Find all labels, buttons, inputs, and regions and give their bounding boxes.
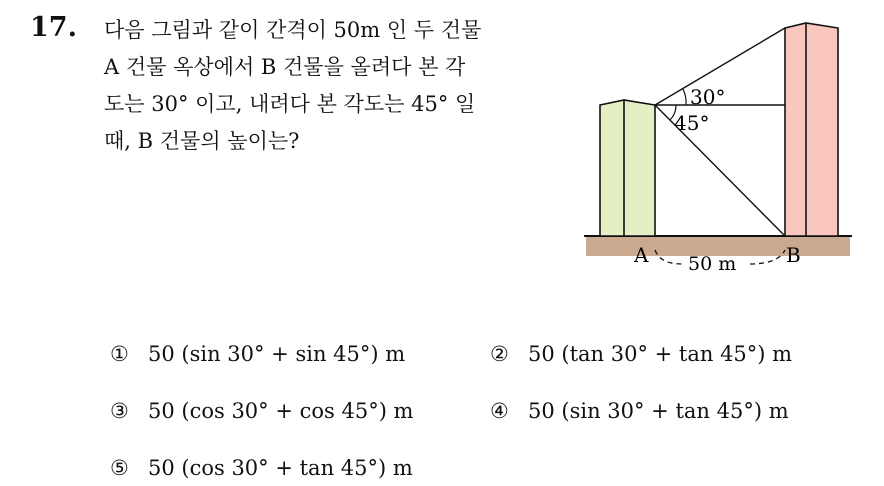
label-b: B (786, 243, 801, 267)
question-text (104, 12, 564, 160)
question-line: 때, B 건물의 높이는? (104, 129, 300, 153)
choice-number: ④ (490, 399, 509, 423)
building-a (600, 100, 655, 236)
choice-text: 50 (sin 30° + tan 45°) m (528, 399, 789, 423)
question-line: A 건물 옥상에서 B 건물을 올려다 본 각 (104, 55, 466, 79)
angle-arc-up (683, 89, 686, 105)
question-line: 도는 30° 이고, 내려다 본 각도는 45° 일 (104, 92, 476, 116)
choice-number: ② (490, 342, 509, 366)
choice-text: 50 (cos 30° + cos 45°) m (148, 399, 414, 423)
question-number: 17. (30, 12, 77, 43)
choice-1[interactable] (110, 342, 405, 366)
choice-text: 50 (tan 30° + tan 45°) m (528, 342, 793, 366)
choice-number: ① (110, 342, 129, 366)
choice-number: ③ (110, 399, 129, 423)
distance-label: 50 m (688, 253, 737, 275)
angle-up-label: 30° (690, 85, 726, 109)
angle-down-label: 45° (674, 111, 710, 135)
choice-3[interactable] (110, 399, 413, 423)
choice-text: 50 (cos 30° + tan 45°) m (148, 456, 413, 480)
label-a: A (634, 243, 649, 267)
question-line: 다음 그림과 같이 간격이 50m 인 두 건물 (104, 18, 482, 42)
choice-text: 50 (sin 30° + sin 45°) m (148, 342, 406, 366)
building-diagram (580, 14, 870, 284)
choice-number: ⑤ (110, 456, 129, 480)
choice-2[interactable] (490, 342, 792, 366)
choice-5[interactable] (110, 456, 413, 480)
choice-4[interactable] (490, 399, 789, 423)
building-b (785, 23, 838, 236)
